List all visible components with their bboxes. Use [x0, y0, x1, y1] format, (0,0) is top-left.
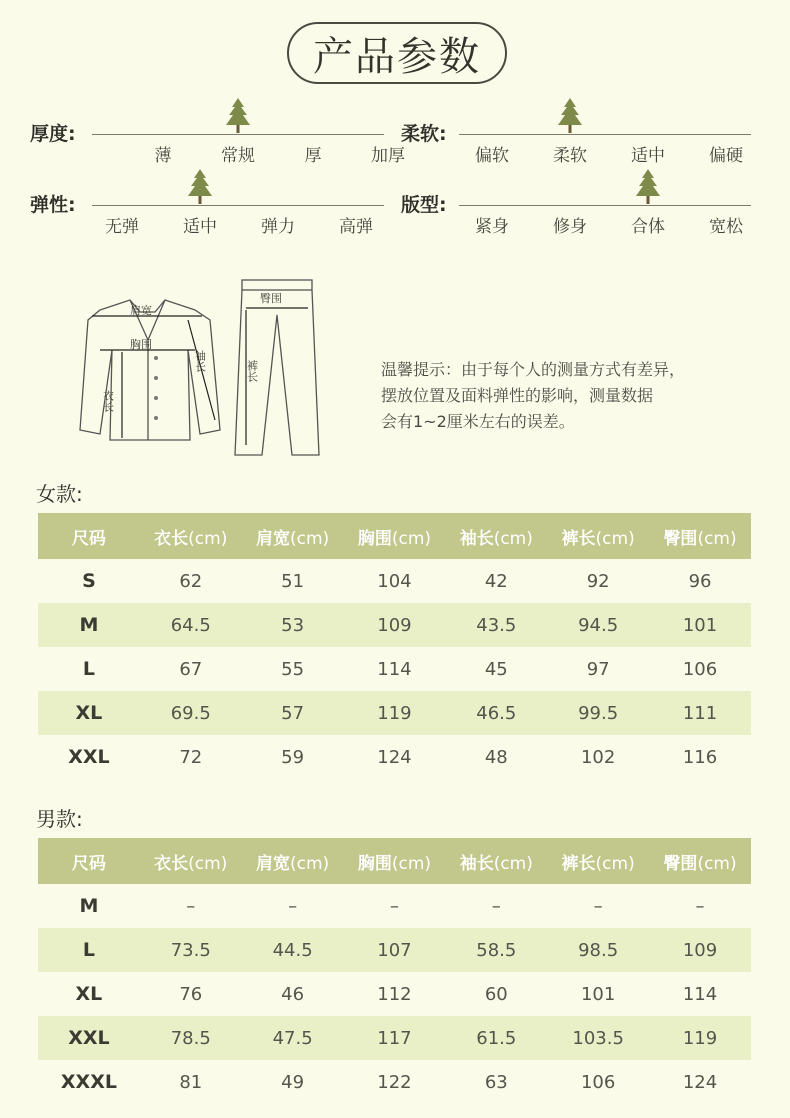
column-header: 裤长(cm) [547, 838, 649, 884]
table-row [38, 1016, 751, 1060]
value-cell: 97 [586, 658, 610, 680]
column-header: 臀围(cm) [649, 513, 751, 559]
table-row [38, 603, 751, 647]
column-header: 衣长(cm) [140, 513, 242, 559]
param-option: 紧身 [475, 217, 509, 237]
value-cell: 46 [281, 983, 305, 1005]
table-row [38, 647, 751, 691]
value-cell: 44.5 [242, 928, 344, 972]
column-header: 裤长(cm) [547, 513, 649, 559]
param-option: 合体 [631, 217, 665, 237]
value-cell: 69.5 [140, 691, 242, 735]
param-option: 厚 [304, 146, 322, 166]
value-cell: 48 [484, 746, 508, 768]
value-cell: – [491, 895, 501, 917]
value-cell: – [288, 895, 298, 917]
table-row [38, 691, 751, 735]
param-option: 适中 [631, 146, 665, 166]
param-label: 弹性: [30, 194, 76, 216]
value-cell: 106 [682, 658, 718, 680]
param-option: 偏硬 [709, 146, 743, 166]
value-cell: 112 [377, 983, 412, 1005]
column-header: 尺码 [38, 838, 140, 884]
table-row [38, 735, 751, 779]
value-cell: 76 [179, 983, 203, 1005]
value-cell: 114 [377, 658, 412, 680]
pine-tree-icon [557, 98, 583, 134]
value-cell: 107 [344, 928, 446, 972]
column-header: 胸围(cm) [344, 513, 446, 559]
value-cell: 73.5 [140, 928, 242, 972]
column-header: 袖长(cm) [445, 513, 547, 559]
value-cell: 81 [179, 1071, 203, 1093]
param-scale-line [92, 205, 384, 206]
value-cell: 116 [682, 746, 718, 768]
value-cell: 67 [179, 658, 203, 680]
table-row [38, 972, 751, 1016]
women-section-title: 女款: [36, 482, 83, 506]
table-header-row [38, 513, 751, 559]
param-label: 厚度: [30, 123, 76, 145]
param-option: 加厚 [371, 146, 405, 166]
size-cell: XXL [68, 746, 110, 768]
value-cell: 78.5 [140, 1016, 242, 1060]
param-option: 偏软 [475, 146, 509, 166]
value-cell: 111 [649, 691, 751, 735]
chest-label: 胸围 [130, 338, 152, 351]
value-cell: – [186, 895, 196, 917]
value-cell: 42 [484, 570, 508, 592]
value-cell: 119 [649, 1016, 751, 1060]
men-section-title: 男款: [36, 807, 83, 831]
size-cell: M [79, 895, 99, 917]
value-cell: 109 [649, 928, 751, 972]
value-cell: 92 [586, 570, 610, 592]
param-scale-line [92, 134, 384, 135]
value-cell: 103.5 [547, 1016, 649, 1060]
size-cell: XXXL [60, 1071, 117, 1093]
value-cell: 106 [580, 1071, 616, 1093]
size-cell: XL [38, 691, 140, 735]
value-cell: – [593, 895, 603, 917]
size-cell: XL [75, 983, 103, 1005]
value-cell: 98.5 [547, 928, 649, 972]
pine-tree-icon [225, 98, 251, 134]
value-cell: 99.5 [547, 691, 649, 735]
sleeve-label: 袖长 [193, 350, 207, 372]
size-cell: L [82, 658, 95, 680]
column-header: 肩宽(cm) [242, 838, 344, 884]
value-cell: 43.5 [445, 603, 547, 647]
param-option: 柔软 [553, 146, 587, 166]
value-cell: 64.5 [140, 603, 242, 647]
value-cell: 122 [377, 1071, 412, 1093]
size-cell: M [38, 603, 140, 647]
value-cell: 119 [344, 691, 446, 735]
value-cell: 94.5 [547, 603, 649, 647]
length-label: 衣长 [101, 390, 115, 412]
value-cell: 45 [484, 658, 508, 680]
value-cell: 102 [580, 746, 616, 768]
page-title: 产品参数 [287, 22, 507, 84]
param-option: 常规 [221, 146, 255, 166]
column-header: 肩宽(cm) [242, 513, 344, 559]
param-option: 修身 [553, 217, 587, 237]
value-cell: 46.5 [445, 691, 547, 735]
pine-tree-icon [635, 169, 661, 205]
param-row [30, 193, 390, 253]
table-row [38, 928, 751, 972]
param-label: 版型: [401, 194, 447, 216]
value-cell: 104 [377, 570, 412, 592]
column-header: 臀围(cm) [649, 838, 751, 884]
value-cell: – [695, 895, 705, 917]
param-option: 宽松 [709, 217, 743, 237]
size-cell: S [82, 570, 96, 592]
value-cell: 72 [179, 746, 203, 768]
shoulder-label: 肩宽 [130, 304, 152, 317]
table-row [38, 884, 751, 928]
size-cell: XXL [38, 1016, 140, 1060]
value-cell: 117 [344, 1016, 446, 1060]
value-cell: 53 [242, 603, 344, 647]
value-cell: 59 [281, 746, 305, 768]
value-cell: – [389, 895, 399, 917]
param-option: 适中 [183, 217, 217, 237]
value-cell: 101 [649, 603, 751, 647]
value-cell: 47.5 [242, 1016, 344, 1060]
table-row [38, 1060, 751, 1104]
param-row [401, 193, 761, 253]
women-size-table [38, 513, 751, 779]
column-header: 尺码 [38, 513, 140, 559]
hip-label: 臀围 [260, 292, 282, 305]
pine-tree-icon [187, 169, 213, 205]
column-header: 胸围(cm) [344, 838, 446, 884]
value-cell: 101 [580, 983, 616, 1005]
value-cell: 62 [179, 570, 203, 592]
param-option: 薄 [154, 146, 172, 166]
param-option: 无弹 [105, 217, 139, 237]
param-row [401, 122, 761, 182]
param-option: 高弹 [339, 217, 373, 237]
param-label: 柔软: [401, 123, 447, 145]
value-cell: 109 [344, 603, 446, 647]
column-header: 衣长(cm) [140, 838, 242, 884]
param-option: 弹力 [261, 217, 295, 237]
value-cell: 58.5 [445, 928, 547, 972]
value-cell: 51 [281, 570, 305, 592]
value-cell: 124 [682, 1071, 718, 1093]
param-scale-line [459, 205, 751, 206]
value-cell: 55 [281, 658, 305, 680]
value-cell: 60 [484, 983, 508, 1005]
value-cell: 114 [682, 983, 718, 1005]
men-size-table [38, 838, 751, 1104]
pants-length-label: 裤长 [245, 360, 259, 382]
value-cell: 96 [688, 570, 712, 592]
size-cell: L [38, 928, 140, 972]
param-scale-line [459, 134, 751, 135]
value-cell: 124 [377, 746, 412, 768]
value-cell: 63 [484, 1071, 508, 1093]
table-row [38, 559, 751, 603]
notice-text: 温馨提示：由于每个人的测量方式有差异， 摆放位置及面料弹性的影响，测量数据 会有1~2厘米左右的误差。 [381, 360, 686, 431]
value-cell: 49 [281, 1071, 305, 1093]
table-header-row [38, 838, 751, 884]
column-header: 袖长(cm) [445, 838, 547, 884]
value-cell: 61.5 [445, 1016, 547, 1060]
value-cell: 57 [242, 691, 344, 735]
size-diagram [60, 270, 340, 470]
